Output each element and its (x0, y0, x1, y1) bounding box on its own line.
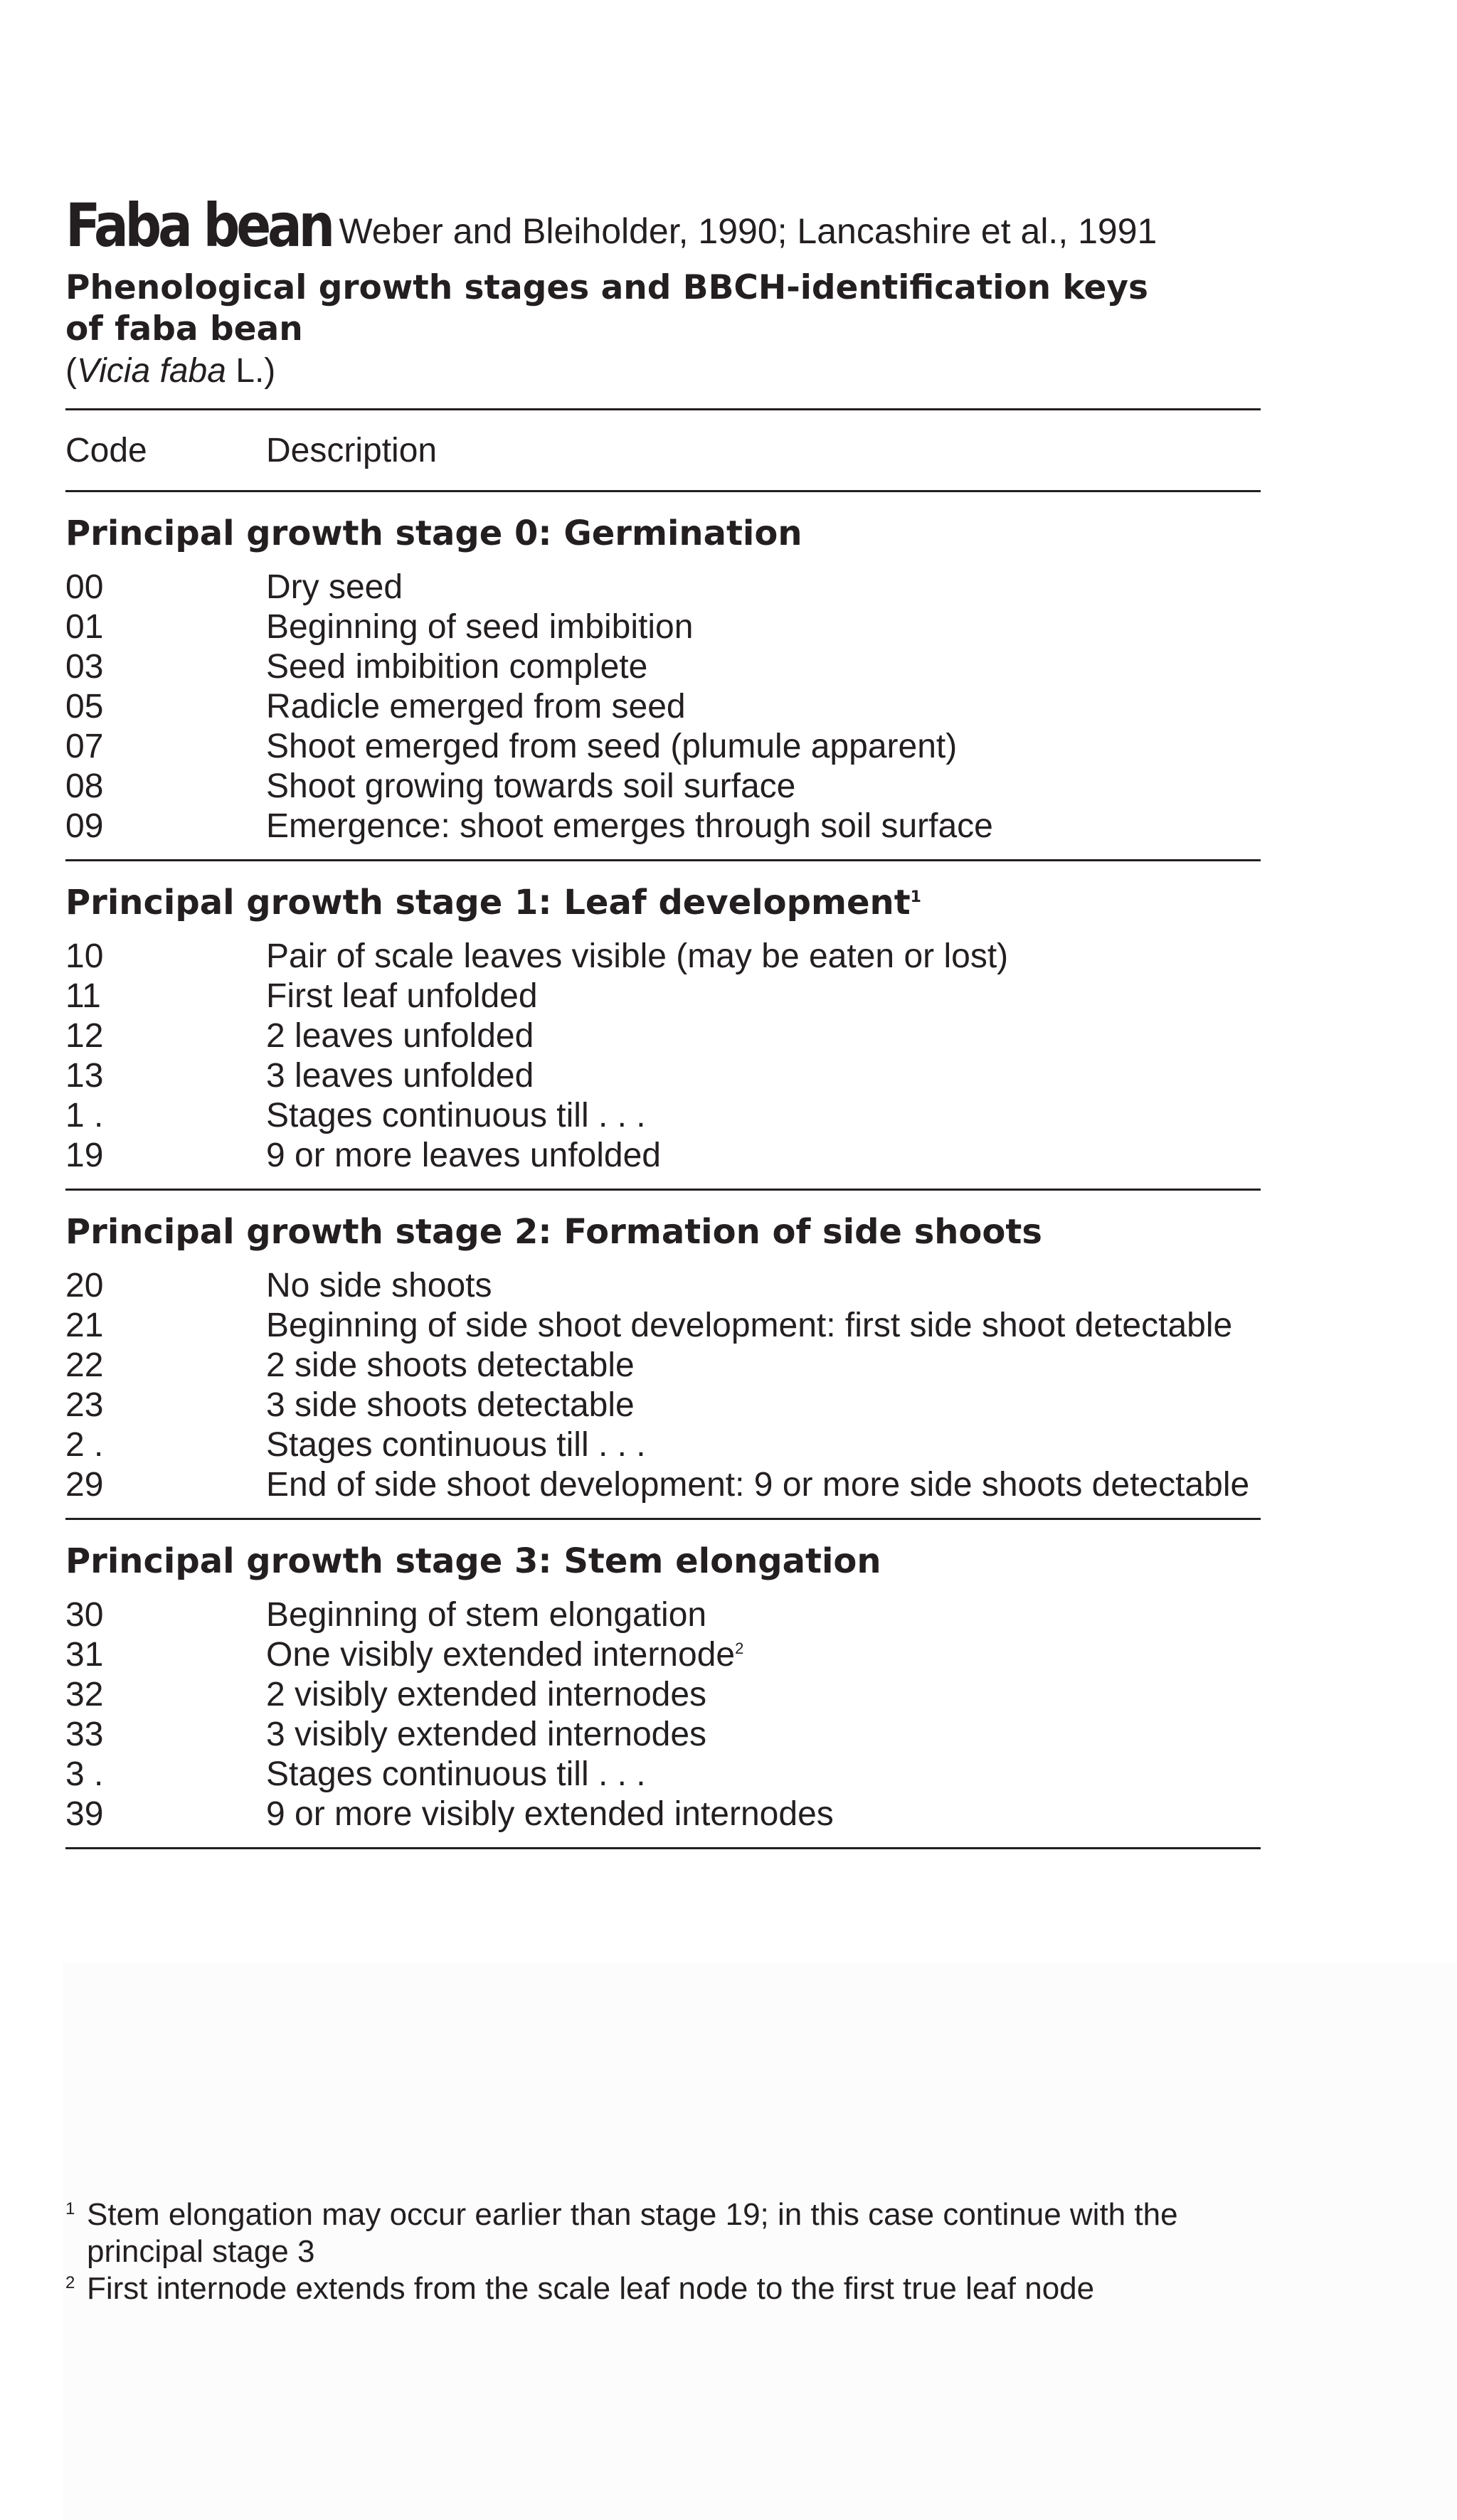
stage-description (266, 647, 647, 687)
stage-description-text: Beginning of stem elongation (266, 1596, 707, 1634)
stage-row (65, 1425, 1261, 1465)
stage-row (65, 1386, 1261, 1425)
subtitle (65, 267, 1218, 350)
stage-code: 07 (65, 728, 104, 765)
stage-description (266, 1715, 706, 1755)
stage-row (65, 1346, 1261, 1386)
stage-code: 13 (65, 1057, 104, 1095)
stage-code: 21 (65, 1307, 104, 1344)
stage-row (65, 568, 1261, 607)
stage-code: 29 (65, 1466, 104, 1504)
stage-code: 23 (65, 1386, 104, 1424)
stage-description-text: First leaf unfolded (266, 977, 538, 1015)
stage-description-text: 9 or more leaves unfolded (266, 1137, 661, 1174)
section-title (65, 881, 1261, 924)
footnote (65, 2196, 1275, 2270)
species-name (65, 350, 1261, 393)
stage-description-text: Radicle emerged from seed (266, 688, 686, 725)
stage-code: 01 (65, 608, 104, 646)
stage-description (266, 1675, 706, 1715)
column-header (65, 410, 1261, 490)
stage-code: 10 (65, 937, 104, 975)
page-title: Faba bean (65, 191, 332, 260)
stage-code: 30 (65, 1596, 104, 1634)
stage-code: 22 (65, 1346, 104, 1384)
header-rule-bottom (65, 490, 1261, 492)
stage-code: 19 (65, 1137, 104, 1174)
stage-row (65, 977, 1261, 1016)
subtitle-line-1: Phenological growth stages and BBCH-identification keys (65, 268, 1148, 307)
stage-row (65, 767, 1261, 807)
stage-row (65, 807, 1261, 846)
stage-description (266, 1465, 1249, 1505)
footnote-text: First internode extends from the scale leaf node to the first true leaf node (87, 2271, 1095, 2306)
stage-row (65, 1266, 1261, 1306)
stage-description-text: Seed imbibition complete (266, 648, 648, 686)
stage-description-text: Beginning of side shoot development: first side shoot detectable (266, 1307, 1233, 1344)
section-title-text: Principal growth stage 3: Stem elongation (65, 1541, 881, 1581)
footnote-mark: 1 (65, 2199, 75, 2218)
footnote-reference: 2 (735, 1639, 744, 1657)
stage-description-text: 2 visibly extended internodes (266, 1676, 707, 1713)
section-title (65, 1211, 1261, 1253)
stage-code: 05 (65, 688, 104, 725)
stage-code: 09 (65, 807, 104, 845)
stage-row (65, 1016, 1261, 1056)
stage-row (65, 687, 1261, 727)
stage-code: 32 (65, 1676, 104, 1713)
section-title (65, 1540, 1261, 1583)
section-title (65, 512, 1261, 555)
stage-code: 31 (65, 1636, 104, 1674)
stage-description-text: Stages continuous till . . . (266, 1426, 646, 1464)
stage-row (65, 607, 1261, 647)
stage-description (266, 1425, 646, 1465)
stage-description (266, 568, 403, 607)
stage-row (65, 1755, 1261, 1795)
species-close: L.) (226, 352, 276, 390)
section-title-text: Principal growth stage 0: Germination (65, 514, 802, 553)
stage-description (266, 1016, 534, 1056)
stage-description-text: 3 side shoots detectable (266, 1386, 635, 1424)
stage-row (65, 937, 1261, 977)
stage-description (266, 1755, 646, 1795)
stage-description (266, 937, 1008, 977)
species-open: ( (65, 352, 77, 390)
footnote-text: Stem elongation may occur earlier than stage 19; in this case continue with the principal stage 3 (87, 2197, 1178, 2269)
footnote (65, 2270, 1275, 2307)
species-italic: Vicia faba (76, 352, 226, 390)
stage-row (65, 1056, 1261, 1096)
stage-description-text: No side shoots (266, 1267, 492, 1304)
stage-description (266, 727, 957, 767)
stages-table (65, 512, 1261, 1849)
stage-row (65, 1465, 1261, 1505)
stage-row (65, 727, 1261, 767)
section-title-text: Principal growth stage 2: Formation of side shoots (65, 1212, 1042, 1252)
section-rule (65, 1847, 1261, 1849)
stage-description (266, 1795, 834, 1834)
footnotes (65, 2196, 1275, 2307)
stage-description-text: Dry seed (266, 568, 403, 606)
stage-code: 00 (65, 568, 104, 606)
stage-description-text: Stages continuous till . . . (266, 1755, 646, 1793)
stage-description (266, 1266, 492, 1306)
subtitle-line-2: of faba bean (65, 309, 303, 349)
stage-description-text: 3 visibly extended internodes (266, 1716, 707, 1753)
stage-description-text: Beginning of seed imbibition (266, 608, 694, 646)
stage-code: 08 (65, 767, 104, 805)
stage-row (65, 1635, 1261, 1675)
stage-code: 39 (65, 1795, 104, 1833)
stage-code: 3 . (65, 1755, 104, 1793)
section-title-text: Principal growth stage 1: Leaf development (65, 883, 911, 923)
stage-row (65, 647, 1261, 687)
stage-description-text: Emergence: shoot emerges through soil surface (266, 807, 993, 845)
stage-code: 11 (65, 977, 101, 1015)
stage-code: 12 (65, 1017, 104, 1055)
stage-description-text: 3 leaves unfolded (266, 1057, 534, 1095)
title-row (65, 186, 1261, 265)
footnote-mark: 2 (65, 2273, 75, 2292)
stage-description-text: Shoot emerged from seed (plumule apparent) (266, 728, 958, 765)
section-rule (65, 859, 1261, 861)
section-rule (65, 1189, 1261, 1191)
stage-row (65, 1675, 1261, 1715)
stage-description-text: 2 side shoots detectable (266, 1346, 635, 1384)
stage-description (266, 607, 693, 647)
stage-code: 1 . (65, 1097, 104, 1134)
stage-description (266, 977, 538, 1016)
stage-row (65, 1136, 1261, 1176)
stage-description (266, 1056, 534, 1096)
stage-description (266, 1595, 706, 1635)
document-body (65, 186, 1261, 1849)
stage-description (266, 1136, 661, 1176)
stage-description (266, 687, 686, 727)
footnote-reference: 1 (910, 888, 921, 906)
stage-description-text: One visibly extended internode (266, 1636, 736, 1674)
stage-row (65, 1096, 1261, 1136)
section-rule (65, 1518, 1261, 1520)
stage-description (266, 1386, 635, 1425)
stage-description-text: Shoot growing towards soil surface (266, 767, 796, 805)
stage-row (65, 1595, 1261, 1635)
stage-description-text: End of side shoot development: 9 or more side shoots detectable (266, 1466, 1250, 1504)
stage-description (266, 767, 795, 807)
column-header-code: Code (65, 431, 147, 469)
stage-description (266, 1346, 635, 1386)
stage-code: 33 (65, 1716, 104, 1753)
stage-description (266, 1306, 1232, 1346)
stage-code: 20 (65, 1267, 104, 1304)
stage-code: 2 . (65, 1426, 104, 1464)
stage-description (266, 1635, 743, 1675)
stage-row (65, 1795, 1261, 1834)
stage-description (266, 807, 993, 846)
stage-row (65, 1715, 1261, 1755)
stage-description (266, 1096, 646, 1136)
stage-description-text: Stages continuous till . . . (266, 1097, 646, 1134)
stage-row (65, 1306, 1261, 1346)
title-references: Weber and Bleiholder, 1990; Lancashire et al., 1991 (339, 211, 1157, 251)
stage-description-text: 9 or more visibly extended internodes (266, 1795, 834, 1833)
stage-description-text: 2 leaves unfolded (266, 1017, 534, 1055)
stage-code: 03 (65, 648, 104, 686)
column-header-description: Description (266, 431, 438, 469)
stage-description-text: Pair of scale leaves visible (may be eaten or lost) (266, 937, 1009, 975)
